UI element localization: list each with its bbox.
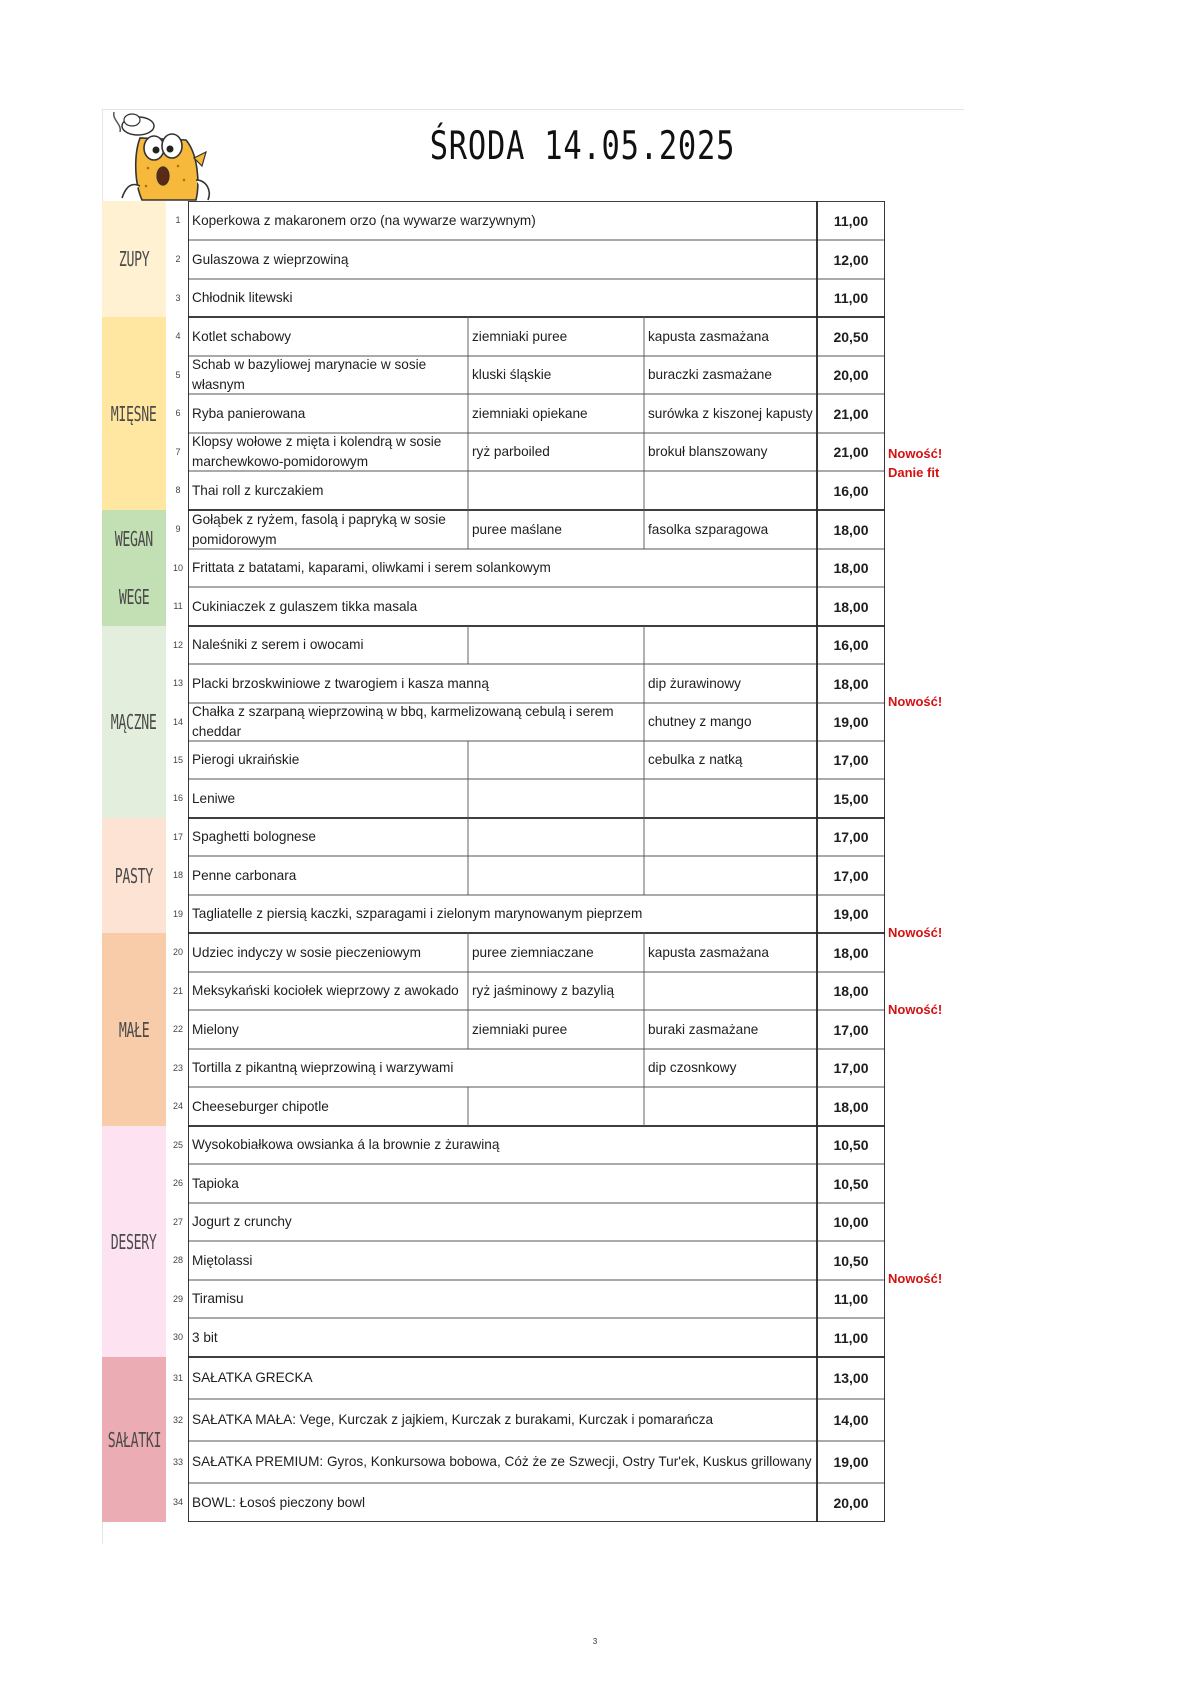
menu-item-row [188,933,885,972]
row-number: 16 [172,793,183,803]
dish-name: Thai roll z kurczakiem [192,482,324,498]
price: 19,00 [833,714,869,730]
dish-name: Mielony [192,1021,239,1037]
row-number: 31 [172,1373,183,1383]
dish-name: Tortilla z pikantną wieprzowiną i warzywami [192,1060,454,1075]
price: 10,50 [833,1252,869,1269]
price: 18,00 [833,944,869,961]
row-number: 27 [172,1217,183,1227]
price: 12,00 [833,251,869,268]
price: 11,00 [833,1291,869,1307]
row-number: 30 [172,1332,183,1342]
price: 20,50 [833,328,869,345]
row-number: 10 [172,563,183,573]
row-number: 26 [172,1178,183,1188]
price: 11,00 [833,290,869,306]
side-dish: cebulka z natką [648,752,743,767]
row-number: 2 [175,254,181,264]
category-label: MIĘSNE [111,401,157,426]
new-item-note: Nowość! [888,1271,943,1286]
category-male [102,933,166,1126]
side-dish: ziemniaki opiekane [472,405,588,421]
menu-item-row [188,1318,885,1357]
side-dish: ryż parboiled [472,444,550,459]
row-number: 12 [172,640,183,650]
menu-item-row [188,972,885,1010]
side-dish [468,818,644,856]
menu-item-row [188,1357,885,1399]
price: 17,00 [833,829,869,845]
menu-item-row [188,394,885,433]
row-number: 20 [172,947,183,957]
menu-item-row [188,587,885,626]
price: 10,50 [833,1137,869,1153]
dish-name: Jogurt z crunchy [192,1214,292,1229]
top-divider [102,109,964,110]
side-dish [468,1087,644,1126]
price: 20,00 [833,367,869,383]
category-miesne [102,317,166,510]
price: 18,00 [833,983,869,999]
row-number: 34 [172,1497,183,1507]
row-number: 19 [172,909,183,919]
menu-item-row [188,510,885,549]
side-dish: kapusta zasmażana [648,328,769,344]
menu-item-row [188,741,885,779]
dish-name: BOWL: Łosoś pieczony bowl [192,1494,366,1510]
category-wegan-wege [102,510,166,626]
side-dish: ryż jaśminowy z bazylią [472,983,615,998]
dish-name: Penne carbonara [192,867,297,883]
page-title: ŚRODA 14.05.2025 [429,124,736,169]
category-label: WEGAN [114,527,154,551]
menu-item-row [188,1399,885,1441]
price: 18,00 [833,598,869,615]
side-dish: dip żurawinowy [648,675,741,691]
side-dish: chutney z mango [648,714,752,729]
dish-name: Placki brzoskwiniowe z twarogiem i kasza manną [192,675,489,691]
row-number: 25 [172,1140,183,1150]
price: 17,00 [833,1021,869,1038]
menu-item-row [188,1049,885,1087]
side-dish [644,779,817,818]
menu-item-row [188,703,885,741]
dish-name: SAŁATKA GRECKA [192,1370,313,1385]
dish-name: Tapioka [192,1175,239,1191]
price: 18,00 [833,675,869,692]
price: 10,50 [833,1175,869,1192]
dish-name: 3 bit [192,1329,218,1345]
dish-name: Tiramisu [192,1291,244,1306]
price: 20,00 [833,1494,869,1511]
dish-name: Ryba panierowana [192,405,306,421]
side-dish: ziemniaki puree [472,328,568,344]
dish-name: Frittata z batatami, kaparami, oliwkami i serem solankowym [192,560,551,575]
menu-item-row [188,856,885,895]
side-dish [468,741,644,779]
new-item-note: Nowość! [888,694,943,709]
side-dish: puree ziemniaczane [472,944,594,960]
menu-item-row [188,895,885,933]
menu-item-row [188,356,885,394]
dish-name: SAŁATKA MAŁA: Vege, Kurczak z jajkiem, Kurczak z burakami, Kurczak i pomarańcza [192,1412,714,1427]
price: 14,00 [833,1412,869,1428]
side-dish: kluski śląskie [472,367,552,382]
row-number: 1 [175,215,181,225]
price: 21,00 [833,444,869,460]
side-dish [644,471,817,510]
price: 15,00 [833,790,869,807]
dish-name: Gulaszowa z wieprzowiną [192,251,349,267]
row-number: 33 [172,1457,183,1467]
menu-item-row [188,201,885,240]
category-label: WEGE [118,585,150,609]
side-dish: buraki zasmażane [648,1021,759,1037]
row-number: 18 [172,870,183,880]
row-number: 17 [172,832,183,842]
menu-item-row [188,779,885,818]
side-dish [468,471,644,510]
side-dish: surówka z kiszonej kapusty [648,405,813,421]
menu-item-row [188,664,885,703]
dish-name: SAŁATKA PREMIUM: Gyros, Konkursowa bobowa, Cóż że ze Szwecji, Ostry Tur'ek, Kuskus grillowany [192,1454,812,1469]
price: 18,00 [833,521,869,538]
dish-name: Miętolassi [192,1252,253,1268]
dish-name: Chałka z szarpaną wieprzowiną w bbq, karmelizowaną cebulą i serem cheddar [192,704,614,739]
price: 13,00 [833,1370,869,1386]
side-dish [468,779,644,818]
dish-name: Chłodnik litewski [192,290,293,305]
row-number: 5 [175,370,181,380]
page-number: 3 [592,1637,598,1646]
category-pasty [102,818,166,933]
side-dish: brokuł blanszowany [648,444,768,459]
dish-name: Koperkowa z makaronem orzo (na wywarze warzywnym) [192,212,536,228]
dish-name: Klopsy wołowe z mięta i kolendrą w sosie marchewkowo-pomidorowym [192,434,442,469]
menu-item-row [188,1010,885,1049]
menu-item-row [188,279,885,317]
row-number: 11 [173,601,183,611]
row-number: 3 [175,293,181,303]
menu-item-row [188,1203,885,1241]
category-label: MĄCZNE [111,710,157,734]
side-dish [468,626,644,664]
side-dish [644,1087,817,1126]
price: 19,00 [833,906,869,922]
row-number: 24 [172,1101,183,1111]
new-item-note: Nowość! [888,1002,943,1017]
dish-name: Naleśniki z serem i owocami [192,637,364,652]
dish-name: Cukiniaczek z gulaszem tikka masala [192,598,418,614]
dish-name: Meksykański kociołek wieprzowy z awokado [192,983,459,998]
price: 11,00 [833,212,869,229]
row-number: 6 [175,408,181,418]
dish-name: Wysokobiałkowa owsianka á la brownie z żurawiną [192,1137,500,1152]
new-item-note: Nowość! Danie fit [888,446,943,480]
row-number: 29 [172,1294,183,1304]
menu-item-row [188,317,885,356]
dish-name: Cheeseburger chipotle [192,1098,329,1114]
menu-item-row [188,549,885,587]
menu-item-row [188,818,885,856]
category-desery [102,1126,166,1357]
side-dish: ziemniaki puree [472,1021,568,1037]
dish-name: Gołąbek z ryżem, fasolą i papryką w sosie pomidorowym [192,511,446,547]
price: 17,00 [833,752,869,768]
price: 17,00 [833,1060,869,1076]
menu-item-row [188,1087,885,1126]
category-salatki [102,1357,166,1522]
category-label: ZUPY [118,247,150,271]
new-item-note: Nowość! [888,925,943,940]
menu-item-row [188,433,885,471]
row-number: 22 [172,1024,183,1034]
menu-item-row [188,1280,885,1318]
side-dish: kapusta zasmażana [648,944,769,960]
price: 18,00 [833,1098,869,1115]
dish-name: Leniwe [192,790,236,806]
row-number: 21 [172,986,183,996]
price: 10,00 [833,1214,869,1230]
dish-name: Schab w bazyliowej marynacie w sosie własnym [192,357,427,392]
menu-item-row [188,1483,885,1522]
side-dish: puree maślane [472,521,562,537]
row-number: 9 [175,524,181,534]
row-number: 13 [172,678,183,688]
dish-name: Pierogi ukraińskie [192,752,300,767]
side-dish: buraczki zasmażane [648,367,772,382]
row-number: 15 [172,755,183,765]
row-number: 32 [172,1415,183,1425]
dish-name: Spaghetti bolognese [192,829,316,844]
price: 21,00 [833,405,869,422]
dish-name: Tagliatelle z piersią kaczki, szparagami i zielonym marynowanym pieprzem [192,906,643,921]
menu-item-row [188,1241,885,1280]
side-dish [644,856,817,895]
side-dish [644,972,817,1010]
category-label: DESERY [111,1229,157,1254]
side-dish: dip czosnkowy [648,1060,737,1075]
side-dish: fasolka szparagowa [648,521,769,537]
menu-item-row [188,1164,885,1203]
category-label: MAŁE [118,1017,150,1042]
row-number: 7 [175,447,181,457]
price: 19,00 [833,1454,869,1470]
side-dish [644,818,817,856]
price: 16,00 [833,637,869,653]
side-dish [468,856,644,895]
price: 16,00 [833,482,869,499]
row-number: 14 [172,717,183,727]
side-dish [644,626,817,664]
price: 11,00 [833,1329,869,1346]
dish-name: Kotlet schabowy [192,328,291,344]
row-number: 23 [172,1063,183,1073]
dish-name: Udziec indyczy w sosie pieczeniowym [192,944,421,960]
menu-item-row [188,1126,885,1164]
row-number: 4 [175,331,181,341]
category-maczne [102,626,166,818]
category-zupy [102,201,166,317]
price: 17,00 [833,867,869,884]
price: 18,00 [833,560,869,576]
menu-item-row [188,1441,885,1483]
menu-item-row [188,240,885,279]
menu-item-row [188,626,885,664]
category-label: PASTY [114,863,154,888]
category-label: SAŁATKI [107,1427,161,1452]
menu-item-row [188,471,885,510]
row-number: 28 [172,1255,183,1265]
row-number: 8 [175,485,181,495]
